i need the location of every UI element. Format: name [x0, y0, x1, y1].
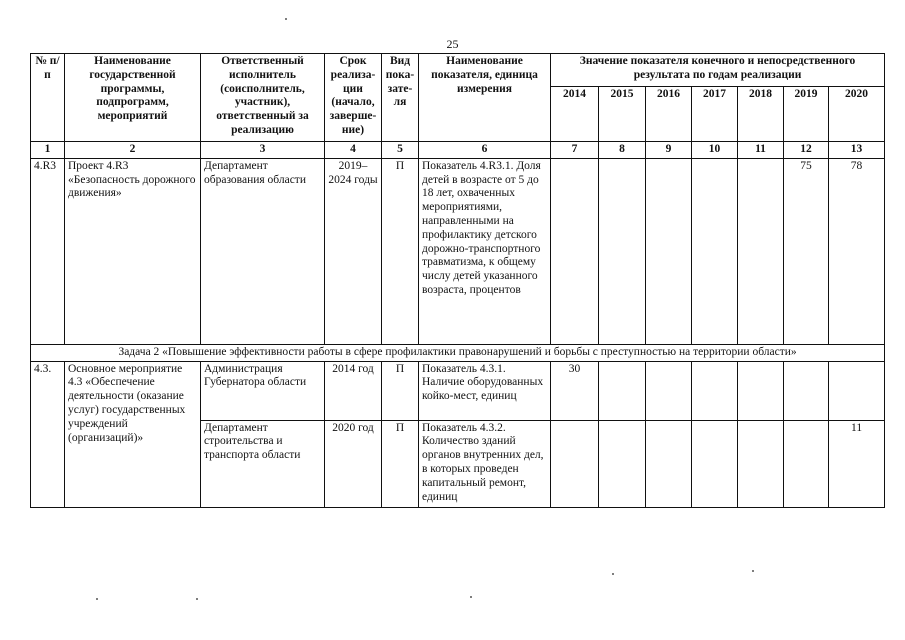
row-name: Основное мероприятие 4.3 «Обеспечение деятельности (оказание услуг) государственных учреждений (организаций)» [65, 361, 201, 507]
value-cell [599, 420, 646, 507]
scan-speck [285, 18, 287, 20]
header-year: 2020 [829, 87, 885, 142]
row-indicator: Показатель 4.R3.1. Доля детей в возрасте от 5 до 18 лет, охваченных мероприятиями, направленными на профилактику детского дорожно-транспортного травматизма, к общему числу детей указанного возраста, процентов [419, 158, 551, 344]
value-cell [784, 420, 829, 507]
header-year: 2017 [692, 87, 738, 142]
column-number: 2 [65, 142, 201, 159]
column-numbers-row [31, 142, 885, 159]
header-year: 2014 [551, 87, 599, 142]
column-number: 3 [201, 142, 325, 159]
page-number: 25 [446, 37, 459, 51]
column-number: 1 [31, 142, 65, 159]
value-cell [692, 158, 738, 344]
header-row [31, 54, 885, 87]
value-cell [551, 420, 599, 507]
task-heading: Задача 2 «Повышение эффективности работы в сфере профилактики правонарушений и борьбы с преступностью на территории области» [31, 344, 885, 361]
header-year: 2019 [784, 87, 829, 142]
header-values: Значение показателя конечного и непосредственного результата по годам реализации [551, 54, 885, 87]
scan-speck [96, 598, 98, 600]
row-responsible: Администрация Губернатора области [201, 361, 325, 420]
value-cell: 75 [784, 158, 829, 344]
row-type: П [382, 420, 419, 507]
value-cell [738, 158, 784, 344]
value-cell [692, 420, 738, 507]
value-cell: 78 [829, 158, 885, 344]
header-name: Наименование государственной программы, подпрограмм, мероприятий [65, 54, 201, 142]
row-number: 4.3. [31, 361, 65, 507]
header-term: Срок реализа- ции (начало, заверше- ние) [325, 54, 382, 142]
table-row-r3 [31, 158, 885, 344]
column-number: 5 [382, 142, 419, 159]
row-term: 2019– 2024 годы [325, 158, 382, 344]
row-number: 4.R3 [31, 158, 65, 344]
value-cell [829, 361, 885, 420]
value-cell [646, 158, 692, 344]
column-number: 11 [738, 142, 784, 159]
scan-speck [196, 598, 198, 600]
task-row [31, 344, 885, 361]
column-number: 4 [325, 142, 382, 159]
header-year: 2015 [599, 87, 646, 142]
value-cell: 30 [551, 361, 599, 420]
header-year: 2016 [646, 87, 692, 142]
row-responsible: Департамент строительства и транспорта области [201, 420, 325, 507]
value-cell [599, 361, 646, 420]
program-table [30, 53, 885, 508]
value-cell [784, 361, 829, 420]
column-number: 9 [646, 142, 692, 159]
row-term: 2020 год [325, 420, 382, 507]
row-term: 2014 год [325, 361, 382, 420]
value-cell [646, 420, 692, 507]
header-year: 2018 [738, 87, 784, 142]
row-responsible: Департамент образования области [201, 158, 325, 344]
value-cell [738, 361, 784, 420]
value-cell [646, 361, 692, 420]
header-indicator: Наименование показателя, единица измерения [419, 54, 551, 142]
row-type: П [382, 361, 419, 420]
scan-speck [612, 573, 614, 575]
row-indicator: Показатель 4.3.1. Наличие оборудованных койко-мест, единиц [419, 361, 551, 420]
row-indicator: Показатель 4.3.2. Количество зданий органов внутренних дел, в которых проведен капитальный ремонт, единиц [419, 420, 551, 507]
column-number: 12 [784, 142, 829, 159]
row-name: Проект 4.R3 «Безопасность дорожного движения» [65, 158, 201, 344]
header-responsible: Ответственный исполнитель (соисполнитель, участник), ответственный за реализацию [201, 54, 325, 142]
value-cell [738, 420, 784, 507]
column-number: 10 [692, 142, 738, 159]
row-type: П [382, 158, 419, 344]
column-number: 8 [599, 142, 646, 159]
column-number: 13 [829, 142, 885, 159]
value-cell [551, 158, 599, 344]
header-no: № п/п [31, 54, 65, 142]
scan-speck [752, 570, 754, 572]
header-type: Вид пока- зате- ля [382, 54, 419, 142]
column-number: 7 [551, 142, 599, 159]
value-cell [599, 158, 646, 344]
value-cell [692, 361, 738, 420]
column-number: 6 [419, 142, 551, 159]
table-row-4-3-1 [31, 361, 885, 420]
scan-speck [470, 596, 472, 598]
value-cell: 11 [829, 420, 885, 507]
